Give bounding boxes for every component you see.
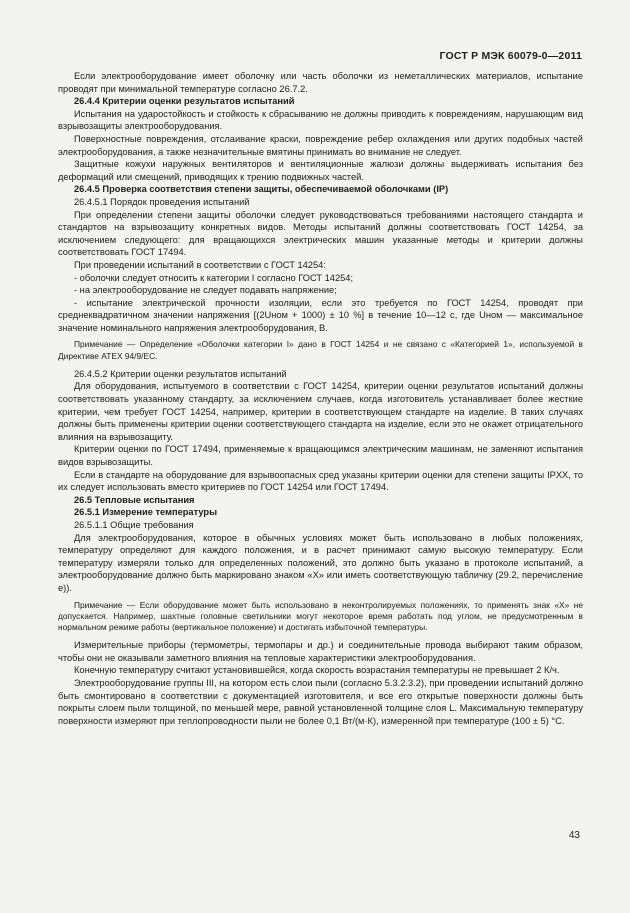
paragraph: Испытания на ударостойкость и стойкость к сбрасыванию не должны приводить к повреждениям, нарушающим вид взрывозащиты электрооборудования.	[58, 108, 583, 132]
paragraph: Поверхностные повреждения, отслаивание краски, повреждение ребер охлаждения или других подобных частей электрооборудования, а также незначительные вмятины принимать во внимание не следует.	[58, 133, 583, 157]
note: Примечание — Если оборудование может быть использовано в неконтролируемых положениях, то применять знак «X» не допускается. Например, шахтные головные светильники могут некоторое время работать под углом, не предусмотренным в нормальном режиме работы (вертикальное положение) и достигать избыточной температуры.	[58, 599, 583, 632]
list-item: - испытание электрической прочности изоляции, если это требуется по ГОСТ 14254, проводят при среднеквадратичном значении напряжения [(2Uном + 1000) ± 10 %] в течение 10—12 с, где Uном — максимальное значение номинального напряжения электрооборудования, В.	[58, 297, 583, 333]
page-header: ГОСТ Р МЭК 60079-0—2011	[439, 50, 582, 62]
document-body	[58, 70, 583, 727]
list-item: - на электрооборудование не следует подавать напряжение;	[74, 285, 337, 296]
section-heading: 26.5 Тепловые испытания	[74, 494, 195, 505]
paragraph: При определении степени защиты оболочки следует руководствоваться требованиями настоящего стандарта и стандартов на взрывозащиту конкретных видов. Методы испытаний должны соответствовать ГОСТ 14254, за исключением следующего: для вращающихся электрических машин указанные методы и критерии должны соответствовать ГОСТ 17494.	[58, 209, 583, 258]
list-item: - оболочки следует относить к категории I согласно ГОСТ 14254;	[74, 272, 354, 283]
page-number: 43	[568, 830, 580, 841]
section-heading: 26.4.4 Критерии оценки результатов испытаний	[74, 96, 295, 107]
note: Примечание — Определение «Оболочки категории I» дано в ГОСТ 14254 и не связано с «Категорией 1», используемой в Директиве ATEX 94/9/EC.	[58, 339, 583, 361]
paragraph: Если электрооборудование имеет оболочку или часть оболочки из неметаллических материалов, испытание проводят при минимальной температуре согласно 26.7.2.	[58, 71, 583, 94]
paragraph: Защитные кожухи наружных вентиляторов и вентиляционные жалюзи должны выдерживать испытания без деформаций или смещений, приводящих к трению подвижных частей.	[58, 159, 583, 182]
paragraph: Для электрооборудования, которое в обычных условиях может быть использовано в любых положениях, температуру определяют для каждого положения, и в расчет принимают самую высокую температуру. Если температуру измеряли только для определенных положений, это должно быть указано в протоколе испытаний, а электрооборудование должно быть маркировано знаком «X» или иметь соответствующую табличку (29.2, перечисление е)).	[58, 532, 583, 593]
subsection-heading: 26.4.5.1 Порядок проведения испытаний	[74, 196, 250, 207]
paragraph: Измерительные приборы (термометры, термопары и др.) и соединительные провода выбирают таким образом, чтобы они не оказывали заметного влияния на тепловые характеристики электрооборудования.	[58, 640, 583, 663]
paragraph: Критерии оценки по ГОСТ 17494, применяемые к вращающимся электрическим машинам, не заменяют испытания видов взрывозащиты.	[58, 444, 583, 468]
subsection-heading: 26.5.1.1 Общие требования	[74, 520, 194, 530]
paragraph: При проведении испытаний в соответствии с ГОСТ 14254:	[74, 259, 326, 270]
paragraph: Для оборудования, испытуемого в соответствии с ГОСТ 14254, критерии оценки результатов испытаний должны соответствовать указанному стандарту, за исключением случаев, когда изготовитель устанавливает более жесткие критерии, чем требует ГОСТ 14254, например, критерии в соответствующем стандарте на изделие. В таких случаях должны быть применены критерии оценки соответствующего стандарта на изделие, если это не окажет отрицательного влияния на взрывозащиту.	[58, 381, 583, 442]
paragraph: Электрооборудование группы III, на котором есть слои пыли (согласно 5.3.2.3.2), при проведении испытаний должно быть смонтировано в соответствии с документацией изготовителя, и все его открытые поверхности должны быть покрыты слоем пыли толщиной, по меньшей мере, равной установленной толщине слоя L. Максимальную температуру поверхности измеряют при теплопроводности пыли не более 0,1 Вт/(м·К), измеренной при температуре (100 ± 5) °С.	[58, 677, 583, 726]
section-heading: 26.4.5 Проверка соответствия степени защиты, обеспечиваемой оболочками (IP)	[74, 184, 449, 195]
paragraph: Конечную температуру считают установившейся, когда скорость возрастания температуры не превышает 2 К/ч.	[74, 665, 560, 676]
paragraph: Если в стандарте на оборудование для взрывоопасных сред указаны критерии оценки для степени защиты IPXX, то их следует использовать вместо критериев по ГОСТ 14254 или ГОСТ 17494.	[58, 469, 583, 493]
section-heading: 26.5.1 Измерение температуры	[74, 507, 218, 518]
subsection-heading: 26.4.5.2 Критерии оценки результатов испытаний	[74, 368, 287, 379]
